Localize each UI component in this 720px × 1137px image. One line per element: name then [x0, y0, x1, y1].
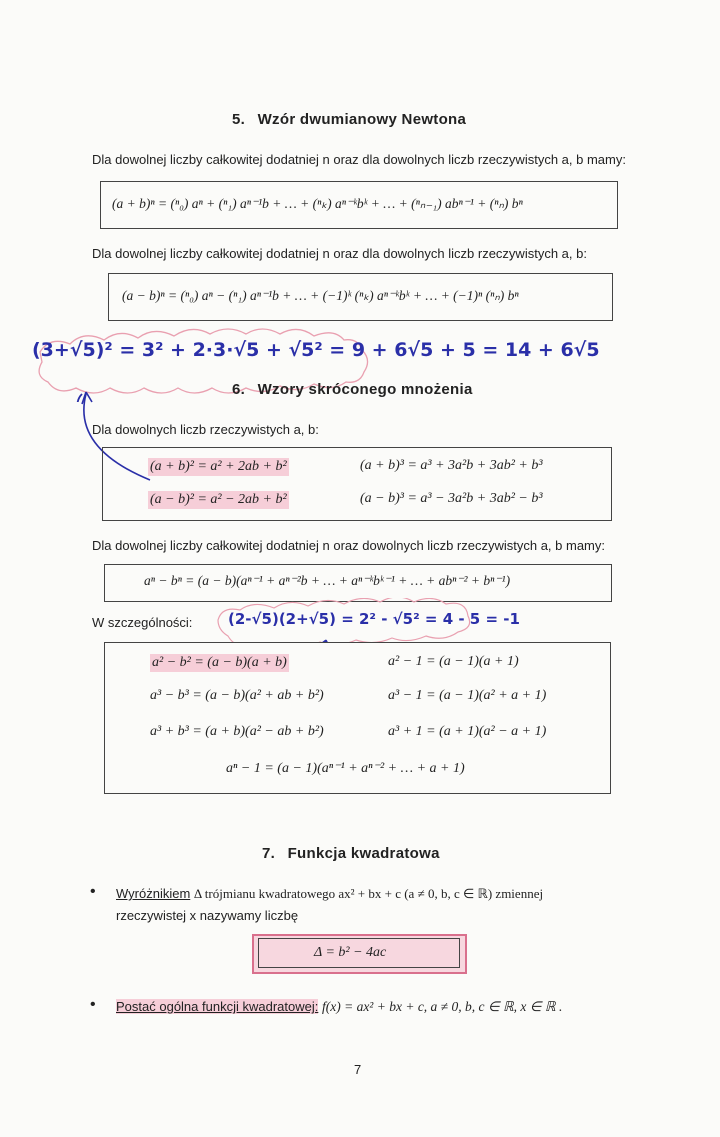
- section-5-intro-1: Dla dowolnej liczby całkowitej dodatniej n oraz dla dowolnych liczb rzeczywistych a, b mamy:: [92, 152, 626, 167]
- bullet-2-dot: •: [90, 996, 96, 1013]
- bullet-2-line: [116, 999, 562, 1015]
- handwritten-note-1: (3+√5)² = 3² + 2·3·√5 + √5² = 9 + 6√5 + 5 = 14 + 6√5: [32, 339, 600, 361]
- bullet-1-line-1: [116, 886, 543, 902]
- formula-difference-of-cubes: a³ − b³ = (a − b)(a² + ab + b²): [150, 688, 324, 703]
- bullet-1-line-2: rzeczywistej x nazywamy liczbę: [116, 908, 299, 923]
- delta-formula: Δ = b² − 4ac: [314, 945, 387, 960]
- term-general-form: Postać ogólna funkcji kwadratowej:: [116, 999, 319, 1014]
- section-title-text: Wzór dwumianowy Newtona: [257, 111, 467, 128]
- special-cases-label: W szczególności:: [92, 615, 193, 630]
- binomial-sum-formula: (a + b)ⁿ = (ⁿ₀) aⁿ + (ⁿ₁) aⁿ⁻¹b + … + (ⁿₖ) aⁿ⁻ᵏbᵏ + … + (ⁿₙ₋₁) abⁿ⁻¹ + (ⁿₙ) bⁿ: [112, 196, 523, 211]
- page-number: 7: [354, 1062, 362, 1077]
- formula-an-minus-1: aⁿ − 1 = (a − 1)(aⁿ⁻¹ + aⁿ⁻² + … + a + 1): [226, 761, 465, 776]
- formula-square-difference: (a − b)² = a² − 2ab + b²: [150, 492, 287, 507]
- section-6-intro-1: Dla dowolnych liczb rzeczywistych a, b:: [92, 422, 319, 437]
- term-discriminant: Wyróżnikiem: [116, 886, 191, 901]
- handwritten-note-2: (2-√5)(2+√5) = 2² - √5² = 4 - 5 = -1: [228, 610, 520, 628]
- section-number: 7.: [262, 845, 276, 862]
- bullet-1-text: Δ trójmianu kwadratowego ax² + bx + c (a ≠ 0, b, c ∈ ℝ) zmiennej: [193, 886, 544, 901]
- formula-square-sum: (a + b)² = a² + 2ab + b²: [150, 459, 287, 474]
- formula-cube-sum: (a + b)³ = a³ + 3a²b + 3ab² + b³: [360, 458, 543, 473]
- general-form-formula: f(x) = ax² + bx + c, a ≠ 0, b, c ∈ ℝ, x ∈ ℝ .: [321, 999, 563, 1014]
- formula-cube-difference: (a − b)³ = a³ − 3a²b + 3ab² − b³: [360, 491, 543, 506]
- section-6-intro-2: Dla dowolnej liczby całkowitej dodatniej n oraz dowolnych liczb rzeczywistych a, b mamy:: [92, 538, 605, 553]
- formula-a3-plus-1: a³ + 1 = (a + 1)(a² − a + 1): [388, 724, 547, 739]
- formula-a3-minus-1: a³ − 1 = (a − 1)(a² + a + 1): [388, 688, 547, 703]
- section-6-title: [232, 381, 473, 398]
- formula-sum-of-cubes: a³ + b³ = (a + b)(a² − ab + b²): [150, 724, 324, 739]
- power-difference-formula: aⁿ − bⁿ = (a − b)(aⁿ⁻¹ + aⁿ⁻²b + … + aⁿ⁻ᵏbᵏ⁻¹ + … + abⁿ⁻² + bⁿ⁻¹): [144, 573, 511, 588]
- section-title-text: Funkcja kwadratowa: [287, 845, 440, 862]
- bullet-1-dot: •: [90, 883, 96, 900]
- section-title-text: Wzory skróconego mnożenia: [257, 381, 473, 398]
- binomial-difference-formula: (a − b)ⁿ = (ⁿ₀) aⁿ − (ⁿ₁) aⁿ⁻¹b + … + (−1)ᵏ (ⁿₖ) aⁿ⁻ᵏbᵏ + … + (−1)ⁿ (ⁿₙ) bⁿ: [122, 288, 519, 303]
- formula-difference-of-squares: a² − b² = (a − b)(a + b): [152, 655, 287, 670]
- section-number: 6.: [232, 381, 246, 398]
- section-5-title: [232, 111, 466, 128]
- section-7-title: [262, 845, 440, 862]
- section-5-intro-2: Dla dowolnej liczby całkowitej dodatniej n oraz dla dowolnych liczb rzeczywistych a, b:: [92, 246, 587, 261]
- formula-a2-minus-1: a² − 1 = (a − 1)(a + 1): [388, 654, 519, 669]
- section-number: 5.: [232, 111, 246, 128]
